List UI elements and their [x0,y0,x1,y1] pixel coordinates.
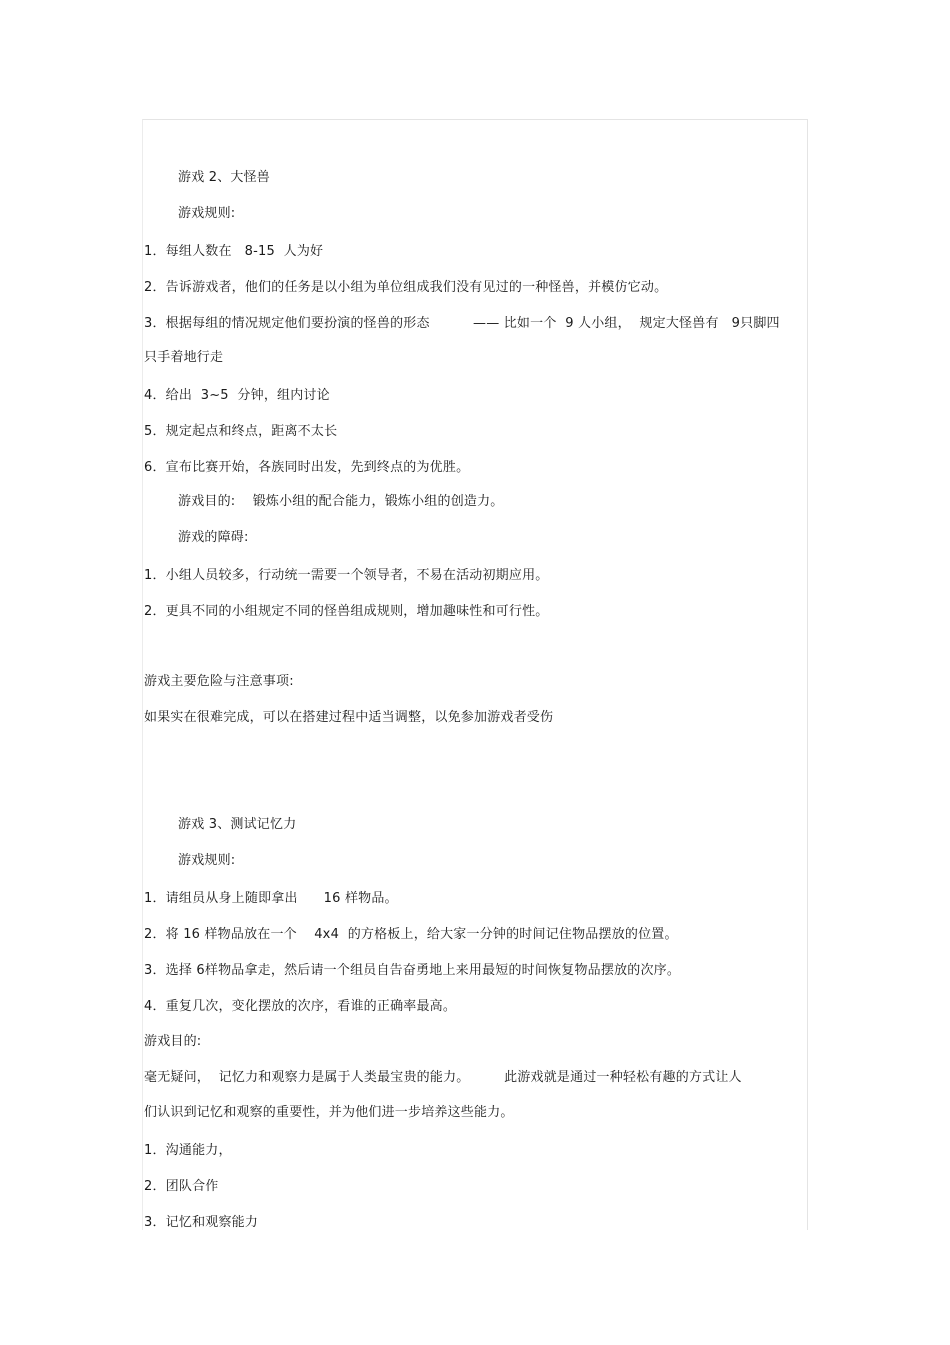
game2-danger-text: 如果实在很难完成，可以在搭建过程中适当调整，以免参加游戏者受伤 [144,710,554,725]
game2-rule-item: 4．给出 3~5 分钟，组内讨论 [144,388,330,403]
game2-obstacle-item: 1．小组人员较多，行动统一需要一个领导者，不易在活动初期应用。 [144,568,549,583]
game3-ability-item: 3．记忆和观察能力 [144,1215,259,1230]
game3-ability-item: 2．团队合作 [144,1179,219,1194]
game3-rule-item: 3．选择 6样物品拿走，然后请一个组员自告奋勇地上来用最短的时间恢复物品摆放的次序。 [144,963,681,978]
game2-purpose: 游戏目的: 锻炼小组的配合能力，锻炼小组的创造力。 [178,494,504,509]
game2-danger-label: 游戏主要危险与注意事项: [144,674,294,689]
game2-rule-item-continued: 只手着地行走 [144,350,224,365]
game3-rule-item: 2．将 16 样物品放在一个 4x4 的方格板上，给大家一分钟的时间记住物品摆放的位置。 [144,927,678,942]
game2-obstacle-item: 2．更具不同的小组规定不同的怪兽组成规则，增加趣味性和可行性。 [144,604,549,619]
game3-ability-item: 1．沟通能力， [144,1143,232,1158]
game3-rule-item: 1．请组员从身上随即拿出 16 样物品。 [144,891,398,906]
game2-obstacles-label: 游戏的障碍: [178,530,249,545]
game3-purpose-line: 们认识到记忆和观察的重要性，并为他们进一步培养这些能力。 [144,1105,514,1120]
game3-rules-label: 游戏规则: [178,853,236,868]
game2-rule-item: 6．宣布比赛开始，各族同时出发，先到终点的为优胜。 [144,460,470,475]
game2-rule-item: 3．根据每组的情况规定他们要扮演的怪兽的形态 —— 比如一个 9 人小组， 规定大怪兽有 9只脚四 [144,316,780,331]
game2-rule-item: 5．规定起点和终点，距离不太长 [144,424,338,439]
game3-title: 游戏 3、测试记忆力 [178,817,297,832]
game2-rules-label: 游戏规则: [178,206,236,221]
game2-rule-item: 1．每组人数在 8-15 人为好 [144,244,324,259]
game2-rule-item: 2．告诉游戏者，他们的任务是以小组为单位组成我们没有见过的一种怪兽，并模仿它动。 [144,280,668,295]
game2-title: 游戏 2、大怪兽 [178,170,271,185]
game3-purpose-label: 游戏目的: [144,1034,202,1049]
game3-purpose-line: 毫无疑问， 记忆力和观察力是属于人类最宝贵的能力。 此游戏就是通过一种轻松有趣的方式让人 [144,1070,742,1085]
game3-rule-item: 4．重复几次，变化摆放的次序，看谁的正确率最高。 [144,999,457,1014]
